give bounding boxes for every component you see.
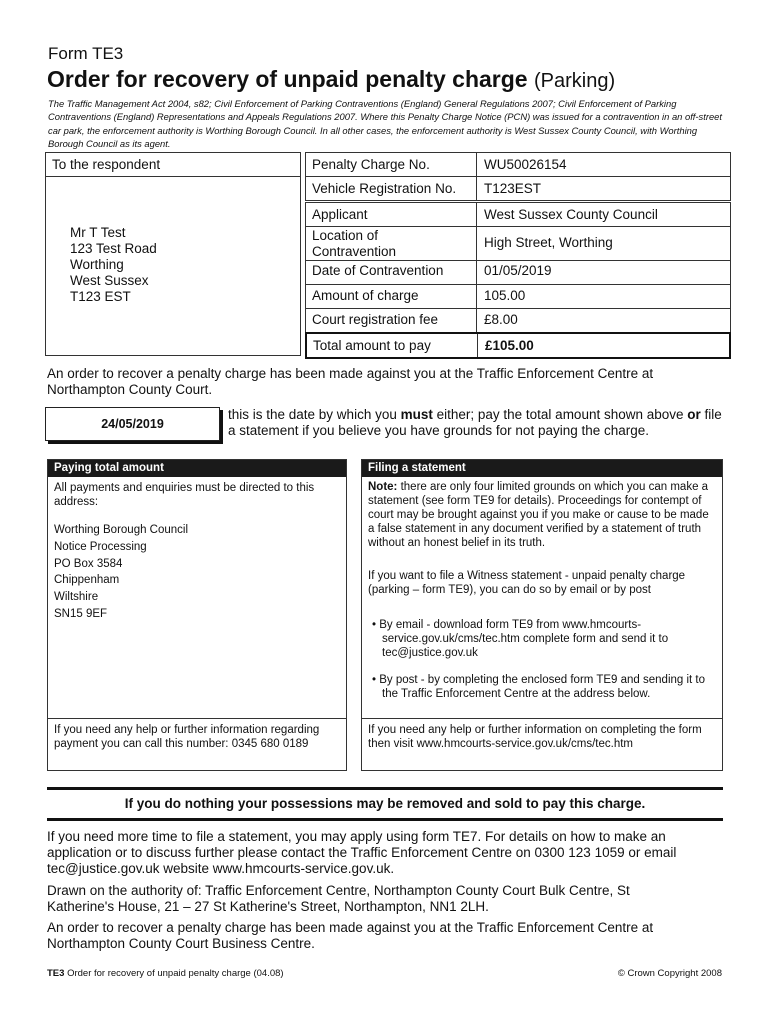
row-label: Court registration fee [312, 312, 439, 327]
row-label: Amount of charge [312, 288, 419, 303]
row-value: T123EST [484, 181, 542, 196]
total-row [305, 332, 731, 359]
footer-code: TE3 [47, 968, 65, 979]
row-value: £8.00 [484, 312, 518, 327]
witness-text: If you want to file a Witness statement - unpaid penalty charge (parking – form TE9), you can do so by email or by post [368, 570, 686, 596]
total-value: £105.00 [485, 338, 534, 353]
address-line: Mr T Test [70, 225, 126, 240]
filing-help: If you need any help or further information on completing the form then visit www.hmcourts-service.gov.uk/cms/tec.htm [368, 724, 702, 750]
row-value: West Sussex County Council [484, 207, 658, 222]
form-number: Form TE3 [48, 44, 124, 63]
authority-text: Drawn on the authority of: Traffic Enforcement Centre, Northampton County Court Bulk Centre, St Katherine's House, 21 – 27 St Katherine's Street, Northampton, NN1 2LH. [47, 883, 630, 914]
legal-text: The Traffic Management Act 2004, s82; Civil Enforcement of Parking Contraventions (England) General Regulations 2007; Civil Enforcement of Parking Contraventions (England) Representations and Appeals Regulations 2007. Where this Penalty Charge Notice (PCN) was issued for a contravention in an off-street car park, the enforcement authority is Worthing Borough Council. In all other cases, the enforcement authority is West Sussex County Council, with Worthing Borough Council as its agent. [48, 98, 722, 150]
row-label: Location of Contravention [312, 228, 397, 259]
respondent-heading: To the respondent [46, 153, 300, 177]
row-value: High Street, Worthing [484, 235, 613, 250]
total-label: Total amount to pay [313, 338, 431, 353]
warning-banner: If you do nothing your possessions may be removed and sold to pay this charge. [47, 787, 723, 821]
order-text: An order to recover a penalty charge has been made against you at the Traffic Enforcement Centre at Northampton County Court. [47, 366, 654, 397]
paying-help: If you need any help or further information regarding payment you can call this number: 0345 680 0189 [54, 724, 320, 750]
row-value: 105.00 [484, 288, 526, 303]
email-option: • By email - download form TE9 from www.hmcourts-service.gov.uk/cms/tec.htm complete form and send it to tec@justice.gov.uk [372, 619, 669, 659]
table-row [305, 176, 731, 201]
address-line: Notice Processing [54, 540, 147, 553]
paying-section [47, 459, 347, 771]
more-time-text: If you need more time to file a statement, you may apply using form TE7. For details on how to make an application or to discuss further please contact the Traffic Enforcement Centre on 0300 123 1059 or email tec@justice.gov.uk website www.hmcourts-service.gov.uk. [47, 829, 677, 876]
table-row [305, 260, 731, 285]
respondent-address [70, 225, 157, 305]
table-row [305, 308, 731, 333]
address-line: 123 Test Road [70, 241, 157, 256]
address-line: T123 EST [70, 289, 131, 304]
note-text: there are only four limited grounds on which you can make a statement (see form TE9 for details). Proceedings for contempt of court may be brought against you if you make or cause to be made a false statement in any document verified by a statement of truth without an honest belief in its truth. [368, 481, 709, 549]
footer-description: Order for recovery of unpaid penalty charge (04.08) [64, 968, 284, 979]
footer-copyright: © Crown Copyright 2008 [617, 968, 722, 979]
footer-form-ref [47, 968, 284, 979]
deadline-text-part: this is the date by which you [228, 407, 401, 422]
address-line: Wiltshire [54, 591, 99, 604]
paying-address [54, 522, 188, 623]
page-title [47, 66, 615, 93]
deadline-text-part: file a statement if you believe you have grounds for not paying the charge. [228, 407, 722, 438]
table-row [305, 152, 731, 177]
row-label: Applicant [312, 207, 368, 222]
deadline-must: must [400, 407, 433, 422]
deadline-text [228, 407, 728, 439]
note-label: Note: [368, 481, 398, 493]
title-main: Order for recovery of unpaid penalty charge [47, 66, 528, 92]
address-line: West Sussex [70, 273, 149, 288]
deadline-text-part: either; pay the total amount shown above [432, 407, 688, 422]
post-option: • By post - by completing the enclosed form TE9 and sending it to the Traffic Enforcement Centre at the address below. [372, 674, 706, 700]
row-value: 01/05/2019 [484, 263, 552, 278]
address-line: Worthing Borough Council [54, 524, 189, 536]
row-value: WU50026154 [484, 157, 567, 172]
paying-heading: Paying total amount [48, 460, 346, 477]
table-row [305, 284, 731, 309]
filing-heading: Filing a statement [362, 460, 722, 477]
table-row [305, 202, 731, 227]
row-label: Date of Contravention [312, 263, 444, 278]
title-suffix: (Parking) [533, 70, 616, 92]
table-row [305, 226, 731, 261]
paying-intro: All payments and enquiries must be directed to this address: [54, 482, 315, 508]
address-line: Worthing [70, 257, 124, 272]
deadline-or: or [687, 407, 701, 422]
address-line: PO Box 3584 [54, 557, 123, 570]
respondent-box [45, 152, 301, 356]
row-label: Penalty Charge No. [312, 157, 430, 172]
filing-section [361, 459, 723, 771]
deadline-date: 24/05/2019 [45, 407, 220, 441]
filing-note [368, 480, 716, 550]
address-line: Chippenham [54, 574, 120, 587]
order-repeat-text: An order to recover a penalty charge has been made against you at the Traffic Enforcement Centre at Northampton County Court Business Centre. [47, 920, 654, 951]
address-line: SN15 9EF [54, 607, 108, 620]
row-label: Vehicle Registration No. [312, 181, 457, 196]
